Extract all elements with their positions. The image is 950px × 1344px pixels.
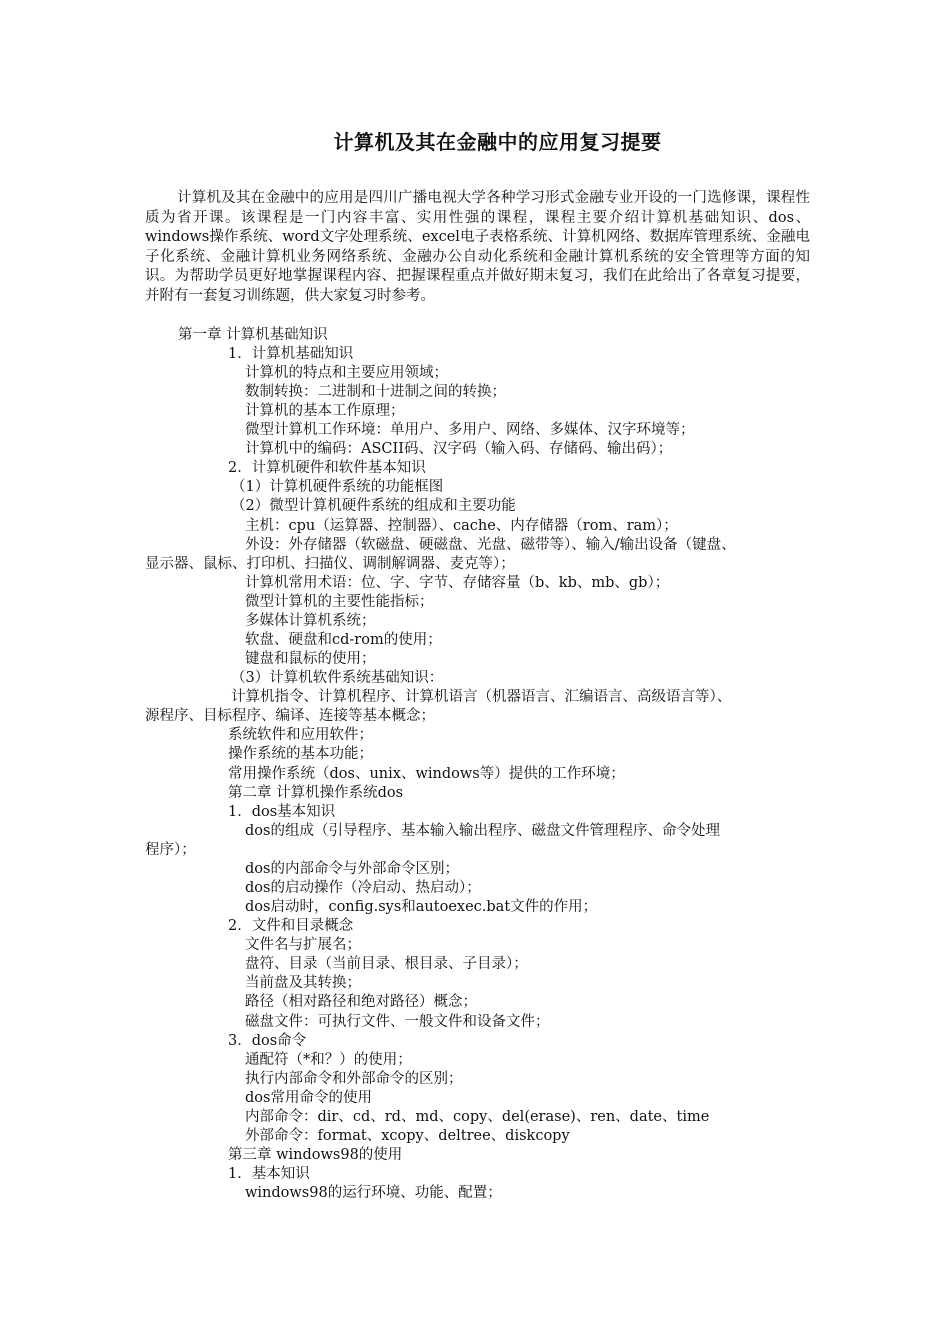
list-item: dos的组成（引导程序、基本输入输出程序、磁盘文件管理程序、命令处理 [245, 823, 720, 839]
list-item: 外设：外存储器（软磁盘、硬磁盘、光盘、磁带等）、输入/输出设备（键盘、 [245, 537, 736, 553]
list-item: 多媒体计算机系统； [245, 613, 376, 629]
list-item: 计算机指令、计算机程序、计算机语言（机器语言、汇编语言、高级语言等）、 [231, 689, 732, 705]
subsection-heading: （2）微型计算机硬件系统的组成和主要功能 [231, 498, 516, 514]
list-item: 计算机常用术语：位、字、字节、存储容量（b、kb、mb、gb）； [245, 575, 670, 591]
list-item: dos的启动操作（冷启动、热启动）； [245, 880, 481, 896]
list-item: 盘符、目录（当前目录、根目录、子目录）； [245, 956, 528, 972]
section-heading: 1．基本知识 [228, 1166, 310, 1182]
section-heading: 2．文件和目录概念 [228, 918, 354, 934]
list-item: 计算机中的编码：ASCII码、汉字码（输入码、存储码、输出码）； [245, 441, 673, 457]
list-item-continuation: 显示器、鼠标、打印机、扫描仪、调制解调器、麦克等）； [145, 556, 515, 572]
intro-paragraph: 计算机及其在金融中的应用是四川广播电视大学各种学习形式金融专业开设的一门选修课，课程性质为省开课。该课程是一门内容丰富、实用性强的课程，课程主要介绍计算机基础知识、dos、windows操作系统、word文字处理系统、excel电子表格系统、计算机网络、数据库管理系统、金融电子化系统、金融计算机业务网络系统、金融办公自动化系统和金融计算机系统的安全管理等方面的知识。为帮助学员更好地掌握课程内容、把握课程重点并做好期末复习，我们在此给出了各章复习提要，并附有一套复习训练题，供大家复习时参考。 [145, 190, 810, 304]
list-item: 文件名与扩展名； [245, 937, 361, 953]
list-item: 内部命令：dir、cd、rd、md、copy、del(erase)、ren、date、time [245, 1109, 710, 1125]
list-item: 计算机的基本工作原理； [245, 403, 405, 419]
list-item: dos的内部命令与外部命令区别； [245, 861, 459, 877]
section-heading: 1．dos基本知识 [228, 804, 336, 820]
list-item-continuation: 源程序、目标程序、编译、连接等基本概念； [145, 708, 435, 724]
list-item: 外部命令：format、xcopy、deltree、diskcopy [245, 1128, 570, 1144]
list-item: 键盘和鼠标的使用； [245, 651, 376, 667]
list-item: 磁盘文件：可执行文件、一般文件和设备文件； [245, 1014, 550, 1030]
chapter-3-heading: 第三章 windows98的使用 [228, 1147, 403, 1163]
list-item: 计算机的特点和主要应用领域； [245, 365, 448, 381]
list-item: 操作系统的基本功能； [228, 746, 373, 762]
list-item: 微型计算机的主要性能指标； [245, 594, 434, 610]
document-title: 计算机及其在金融中的应用复习提要 [333, 130, 662, 154]
list-item: 当前盘及其转换； [245, 975, 361, 991]
list-item: 常用操作系统（dos、unix、windows等）提供的工作环境； [228, 766, 625, 782]
subsection-heading: （3）计算机软件系统基础知识： [231, 670, 444, 686]
section-heading: 2．计算机硬件和软件基本知识 [228, 460, 426, 476]
list-item: 微型计算机工作环境：单用户、多用户、网络、多媒体、汉字环境等； [245, 422, 695, 438]
list-item: 系统软件和应用软件； [228, 727, 373, 743]
subsection-heading: （1）计算机硬件系统的功能框图 [231, 479, 444, 495]
list-item: dos启动时，config.sys和autoexec.bat文件的作用； [245, 899, 598, 915]
list-item: 执行内部命令和外部命令的区别； [245, 1071, 463, 1087]
list-item: windows98的运行环境、功能、配置； [245, 1185, 502, 1201]
list-item: 主机：cpu（运算器、控制器）、cache、内存储器（rom、ram）； [245, 518, 678, 534]
section-heading: 3．dos命令 [228, 1033, 307, 1049]
chapter-2-heading: 第二章 计算机操作系统dos [228, 785, 404, 801]
list-item: dos常用命令的使用 [245, 1090, 372, 1106]
list-item: 软盘、硬盘和cd-rom的使用； [245, 632, 442, 648]
section-heading: 1．计算机基础知识 [228, 346, 354, 362]
list-item: 路径（相对路径和绝对路径）概念； [245, 994, 477, 1010]
list-item: 数制转换：二进制和十进制之间的转换； [245, 384, 506, 400]
list-item: 通配符（*和？）的使用； [245, 1052, 412, 1068]
chapter-1-heading: 第一章 计算机基础知识 [178, 327, 328, 343]
list-item-continuation: 程序）； [145, 842, 196, 858]
